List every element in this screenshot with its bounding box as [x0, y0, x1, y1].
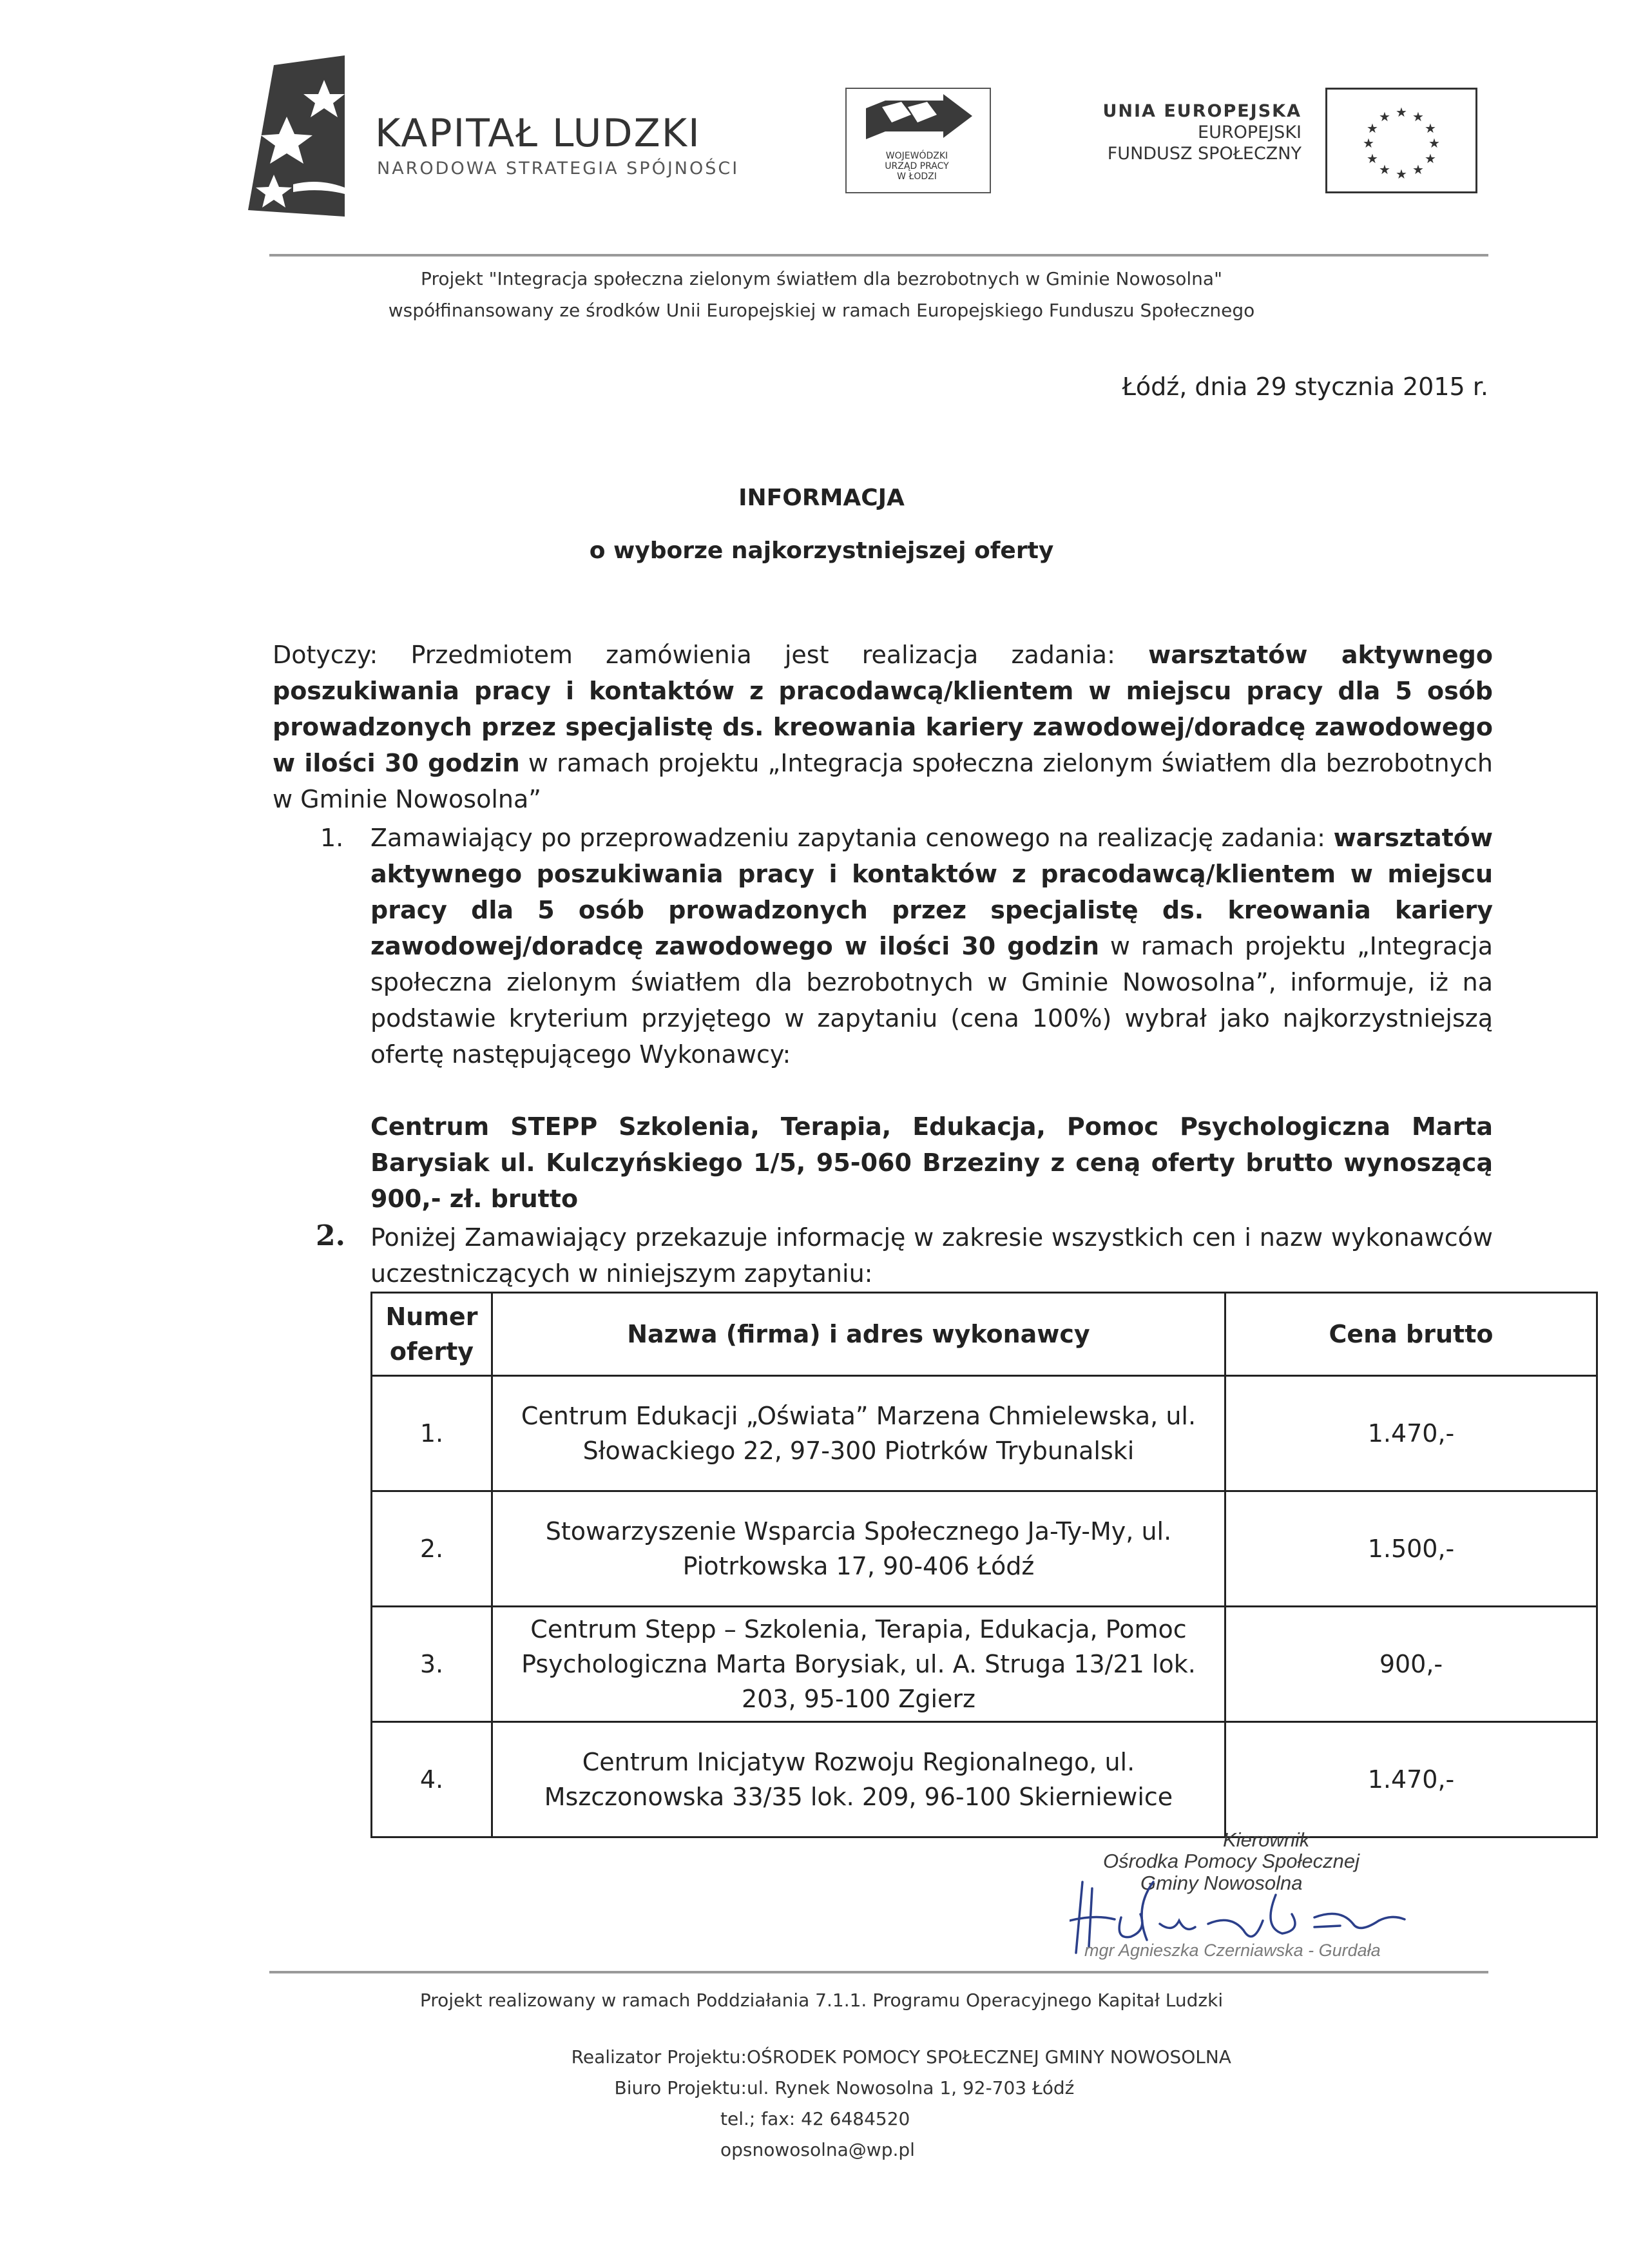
svg-text:★: ★	[1367, 121, 1378, 136]
biuro-value: ul. Rynek Nowosolna 1, 92-703 Łódź	[747, 2077, 1075, 2098]
item-2-paragraph: Poniżej Zamawiający przekazuje informację w zakresie wszystkich cen i nazw wykonawców uczestniczących w niniejszym zapytaniu:	[370, 1223, 1493, 1288]
stamp-line-2: Ośrodka Pomocy Społecznej	[1103, 1850, 1360, 1872]
wup-caption	[845, 151, 988, 182]
offer-number: 2.	[372, 1491, 492, 1607]
item-1-number: 1.	[320, 824, 344, 852]
item-1-paragraph	[370, 820, 1493, 1072]
offer-price: 1.500,-	[1225, 1491, 1597, 1607]
svg-text:★: ★	[1425, 121, 1436, 136]
document-date: Łódź, dnia 29 stycznia 2015 r.	[1122, 373, 1488, 401]
svg-text:★: ★	[1379, 109, 1390, 124]
selected-contractor: Centrum STEPP Szkolenia, Terapia, Edukacja, Pomoc Psychologiczna Marta Barysiak ul. Kulczyńskiego 1/5, 95-060 Brzeziny z ceną oferty brutto wynoszącą 900,- zł. brutto	[370, 1112, 1493, 1213]
offer-number: 3.	[372, 1607, 492, 1722]
stamp-name: mgr Agnieszka Czerniawska - Gurdała	[1084, 1941, 1381, 1960]
wup-line-2: URZĄD PRACY	[885, 161, 949, 171]
project-line-1: Projekt "Integracja społeczna zielonym światłem dla bezrobotnych w Gminie Nowosolna"	[421, 268, 1222, 289]
header-contractor: Nazwa (firma) i adres wykonawcy	[492, 1293, 1225, 1376]
stamp-line-1: Kierownik	[1223, 1828, 1310, 1851]
project-line-2: współfinansowany ze środków Unii Europejskiej w ramach Europejskiego Funduszu Społecznego	[388, 300, 1255, 321]
subject-tail: w ramach projektu „Integracja społeczna zielonym światłem dla bezrobotnych w Gminie Nowosolna”	[273, 749, 1493, 813]
realizator-label: Realizator Projektu:	[571, 2046, 747, 2068]
offer-contractor: Stowarzyszenie Wsparcia Społecznego Ja-Ty-My, ul. Piotrkowska 17, 90-406 Łódź	[492, 1491, 1225, 1607]
footer-email: opsnowosolna@wp.pl	[720, 2139, 915, 2160]
subject-paragraph	[273, 637, 1493, 817]
kapital-ludzki-title: KAPITAŁ LUDZKI	[375, 111, 701, 156]
footer-divider	[269, 1971, 1488, 1973]
svg-text:★: ★	[1396, 166, 1407, 182]
item-1-bold: warsztatów aktywnego poszukiwania pracy i kontaktów z pracodawcą/klientem w miejscu pracy dla 5 osób prowadzonych przez specjalistę ds. kreowania kariery zawodowej/doradcę zawodowego w ilości 30 godzin	[370, 824, 1493, 960]
item-1-tail: w ramach projektu „Integracja społeczna zielonym światłem dla bezrobotnych w Gminie Nowosolna”, informuje, iż na podstawie kryterium przyjętego w zapytaniu (cena 100%) wybrał jako najkorzystniejszą ofertę następującego Wykonawcy:	[370, 932, 1493, 1069]
item-1-lead: Zamawiający po przeprowadzeniu zapytania cenowego na realizację zadania:	[370, 824, 1334, 852]
offer-number: 4.	[372, 1722, 492, 1837]
wup-line-3: W ŁODZI	[897, 171, 937, 182]
eu-flag-icon	[1325, 88, 1477, 193]
offer-contractor: Centrum Edukacji „Oświata” Marzena Chmielewska, ul. Słowackiego 22, 97-300 Piotrków Trybunalski	[492, 1376, 1225, 1491]
subject-bold: warsztatów aktywnego poszukiwania pracy i kontaktów z pracodawcą/klientem w miejscu pracy dla 5 osób prowadzonych przez specjalistę ds. kreowania kariery zawodowej/doradcę zawodowego w ilości 30 godzin	[273, 641, 1493, 777]
item-2-number: 2.	[316, 1219, 345, 1252]
offer-price: 900,-	[1225, 1607, 1597, 1722]
document-subtitle: o wyborze najkorzystniejszej oferty	[589, 538, 1054, 564]
document-title: INFORMACJA	[738, 485, 905, 511]
ue-line-1: UNIA EUROPEJSKA	[1102, 101, 1302, 121]
table-row	[372, 1722, 1597, 1837]
table-row	[372, 1491, 1597, 1607]
svg-text:★: ★	[1412, 162, 1424, 177]
table-header-row	[372, 1293, 1597, 1376]
offer-contractor: Centrum Stepp – Szkolenia, Terapia, Edukacja, Pomoc Psychologiczna Marta Borysiak, ul. A. Struga 13/21 lok. 203, 95-100 Zgierz	[492, 1607, 1225, 1722]
footer-program: Projekt realizowany w ramach Poddziałania 7.1.1. Programu Operacyjnego Kapitał Ludzki	[419, 1990, 1224, 2011]
ue-line-3: FUNDUSZ SPOŁECZNY	[1107, 144, 1302, 164]
svg-text:★: ★	[1412, 109, 1424, 124]
stamp-line-3: Gminy Nowosolna	[1140, 1872, 1303, 1894]
svg-text:★: ★	[1425, 151, 1436, 166]
table-row	[372, 1607, 1597, 1722]
header-gross-price: Cena brutto	[1225, 1293, 1597, 1376]
wup-line-1: WOJEWÓDZKI	[885, 151, 948, 161]
table-row	[372, 1376, 1597, 1491]
offer-number: 1.	[372, 1376, 492, 1491]
svg-text:★: ★	[1428, 135, 1440, 151]
svg-text:★: ★	[1363, 135, 1374, 151]
offer-price: 1.470,-	[1225, 1722, 1597, 1837]
ue-caption	[1031, 101, 1302, 164]
wup-arrow-icon	[847, 89, 990, 153]
header-offer-number: Numer oferty	[372, 1293, 492, 1376]
offers-table	[370, 1292, 1598, 1838]
subject-lead: Dotyczy: Przedmiotem zamówienia jest realizacja zadania:	[273, 641, 1149, 669]
footer-phone: tel.; fax: 42 6484520	[720, 2108, 910, 2129]
svg-text:★: ★	[1367, 151, 1378, 166]
kapital-ludzki-emblem	[248, 55, 354, 217]
offer-contractor: Centrum Inicjatyw Rozwoju Regionalnego, ul. Mszczonowska 33/35 lok. 209, 96-100 Skierniewice	[492, 1722, 1225, 1837]
biuro-label: Biuro Projektu:	[614, 2077, 747, 2098]
offer-price: 1.470,-	[1225, 1376, 1597, 1491]
realizator-value: OŚRODEK POMOCY SPOŁECZNEJ GMINY NOWOSOLNA	[747, 2046, 1231, 2068]
header-divider	[269, 254, 1488, 257]
ue-line-2: EUROPEJSKI	[1198, 122, 1302, 142]
svg-text:★: ★	[1396, 104, 1407, 120]
svg-text:★: ★	[1379, 162, 1390, 177]
kapital-ludzki-subtitle: NARODOWA STRATEGIA SPÓJNOŚCI	[377, 159, 740, 179]
